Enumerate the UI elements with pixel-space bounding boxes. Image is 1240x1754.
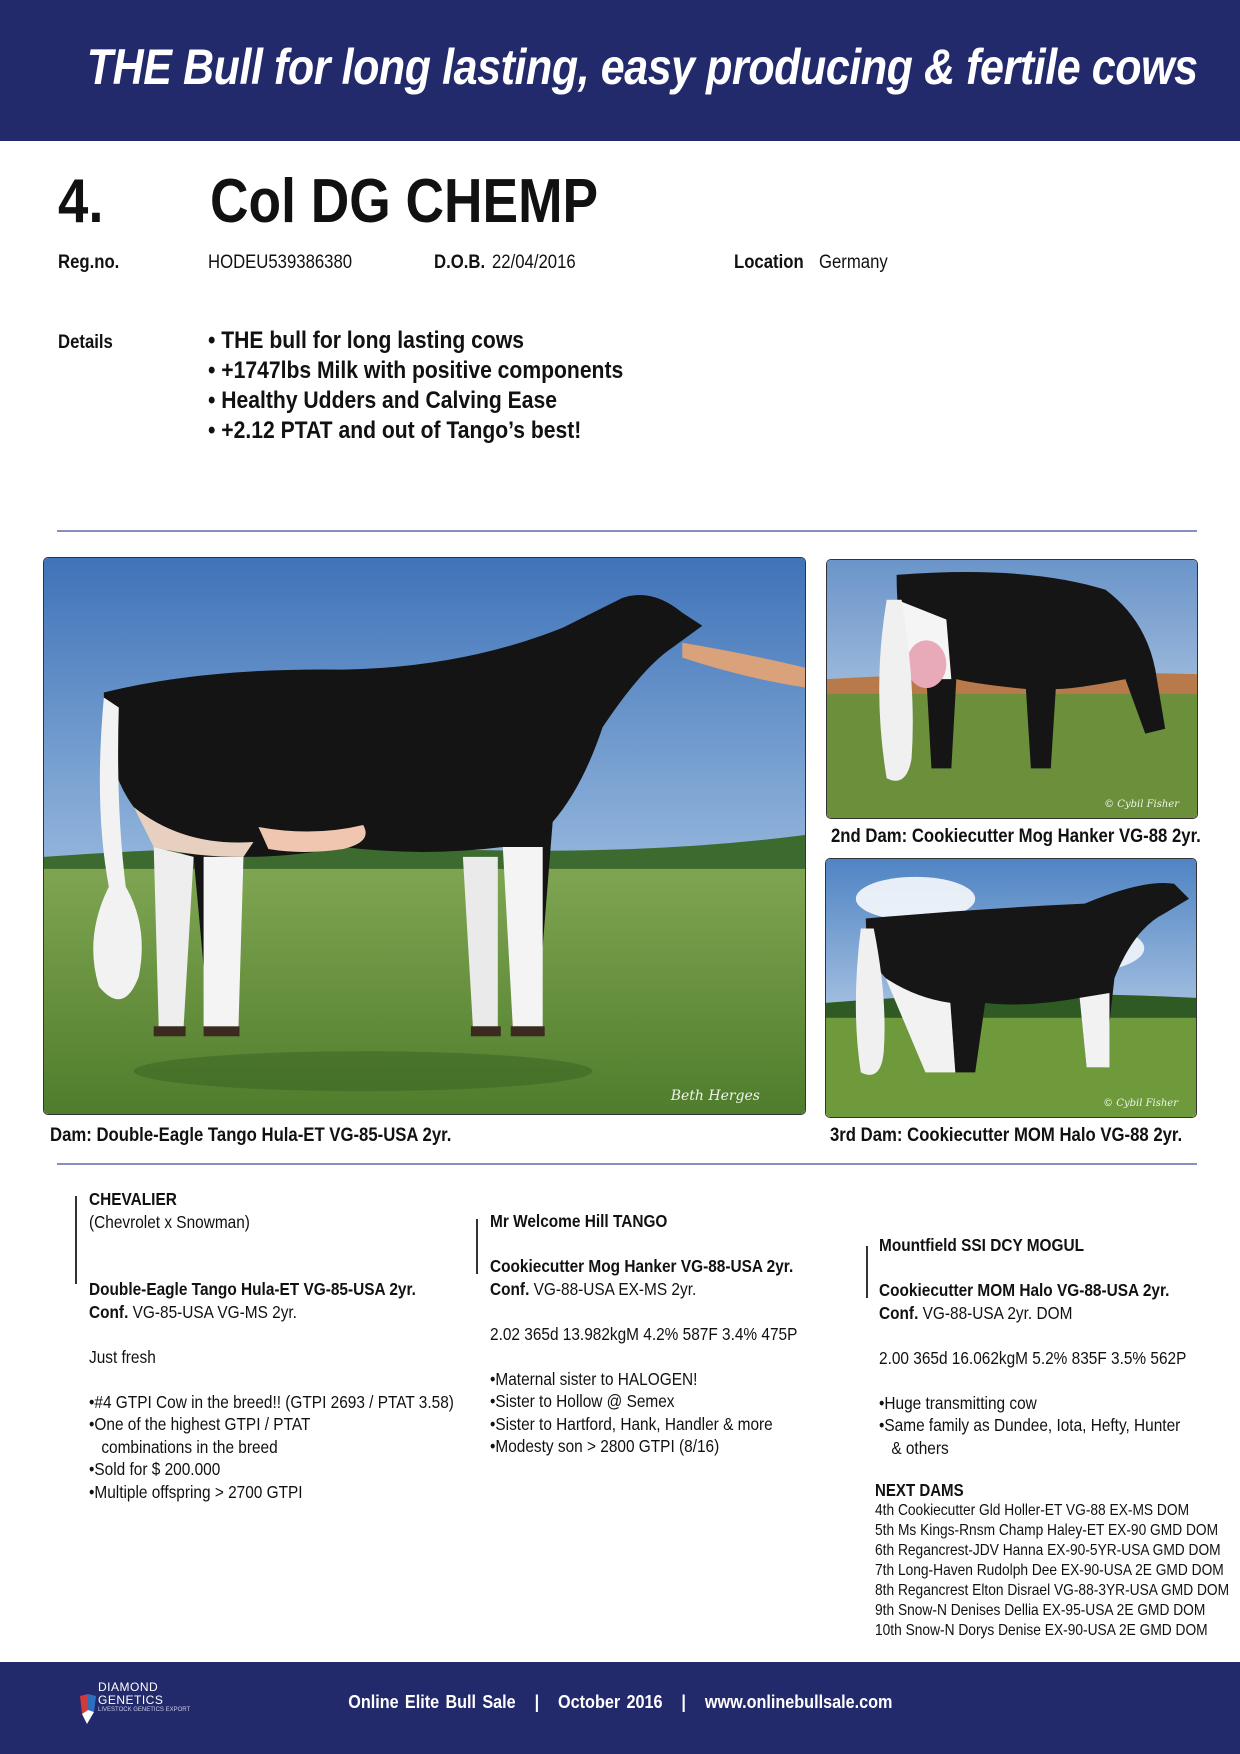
website-link[interactable]: www.onlinebullsale.com [704,1692,893,1712]
lot-number: 4. [58,167,104,236]
next-dam-item: 4th Cookiecutter Gld Holler-ET VG-88 EX-MS DOM [875,1502,1190,1519]
details-item: • THE bull for long lasting cows [208,326,623,356]
next-dam-item: 7th Long-Haven Rudolph Dee EX-90-USA 2E GMD DOM [875,1562,1224,1579]
logo-line2: GENETICS [98,1693,164,1707]
next-dam-item: 5th Ms Kings-Rnsm Champ Haley-ET EX-90 GMD DOM [875,1522,1219,1539]
pedigree-bar [75,1196,77,1284]
sire-name: Mountfield SSI DCY MOGUL [879,1235,1085,1255]
highlight-item: • #4 GTPI Cow in the breed!! (GTPI 2693 / PTAT 3.58) [89,1391,454,1414]
sire-name: Mr Welcome Hill TANGO [490,1211,668,1231]
reg-value: HODEU539386380 [208,252,353,273]
dam-photo [43,557,806,1115]
pedigree-bar [476,1219,478,1274]
divider [57,530,1197,532]
dam-pedigree-column [89,1188,454,1503]
third-dam-photo [825,858,1197,1118]
next-dam-item: 6th Regancrest-JDV Hanna EX-90-5YR-USA GMD DOM [875,1542,1221,1559]
next-dams-title: NEXT DAMS [875,1480,964,1500]
next-dam-item: 9th Snow-N Denises Dellia EX-95-USA 2E GMD DOM [875,1602,1206,1619]
dam-name: Cookiecutter MOM Halo VG-88-USA 2yr. [879,1280,1170,1300]
location-value: Germany [819,252,888,273]
second-dam-photo [826,559,1198,819]
page-headline: THE Bull for long lasting, easy producing & fertile cows [86,39,1198,95]
next-dam-item: 10th Snow-N Dorys Denise EX-90-USA 2E GMD DOM [875,1622,1208,1639]
highlight-item: • Sister to Hollow @ Semex [490,1390,797,1413]
conf-label: Conf. [490,1278,530,1299]
third-dam-caption: 3rd Dam: Cookiecutter MOM Halo VG-88 2yr. [830,1125,1183,1146]
separator: | [534,1692,539,1712]
dam-highlights [89,1391,454,1504]
separator: | [681,1692,686,1712]
divider [57,1163,1197,1165]
dam-highlights [879,1392,1186,1460]
details-list [208,326,623,446]
second-dam-cow-image [827,560,1197,818]
conf-label: Conf. [89,1301,129,1322]
sire-pedigree: (Chevrolet x Snowman) [89,1211,250,1232]
dam-name: Double-Eagle Tango Hula-ET VG-85-USA 2yr. [89,1279,416,1299]
next-dam-item: 8th Regancrest Elton Disrael VG-88-3YR-USA GMD DOM [875,1582,1230,1599]
logo-tagline: LIVESTOCK GENETICS EXPORT [98,1707,191,1713]
third-dam-column [879,1234,1186,1459]
logo-line1: DIAMOND [98,1680,159,1694]
highlight-item: • One of the highest GTPI / PTAT combinations in the breed [89,1413,404,1458]
highlight-item: • Sister to Hartford, Hank, Handler & more [490,1413,797,1436]
second-dam-column [490,1210,797,1458]
conf-label: Conf. [879,1302,919,1323]
location-label: Location [734,252,804,273]
next-dams-list [875,1480,1229,1641]
details-item: • +2.12 PTAT and out of Tango’s best! [208,416,623,446]
highlight-item: • Sold for $ 200.000 [89,1458,454,1481]
event-name: Online Elite Bull Sale [347,1692,516,1712]
conformation [89,1301,454,1324]
conf-value: VG-85-USA VG-MS 2yr. [132,1301,297,1322]
footer-info [0,1692,1240,1713]
third-dam-cow-image [826,859,1196,1117]
details-label: Details [58,332,113,353]
sire-name: CHEVALIER [89,1189,177,1209]
dam-caption: Dam: Double-Eagle Tango Hula-ET VG-85-USA 2yr. [50,1125,452,1146]
details-item: • Healthy Udders and Calving Ease [208,386,623,416]
conf-value: VG-88-USA EX-MS 2yr. [533,1278,697,1299]
dam-highlights [490,1368,797,1458]
production-record: 2.00 365d 16.062kgM 5.2% 835F 3.5% 562P [879,1347,1187,1368]
pedigree-bar [866,1246,868,1298]
bull-name: Col DG CHEMP [210,167,599,236]
dam-cow-image [44,558,805,1114]
conf-value: VG-88-USA 2yr. DOM [922,1302,1073,1323]
dob-label: D.O.B. [434,252,486,273]
highlight-item: • Multiple offspring > 2700 GTPI [89,1481,454,1504]
reg-label: Reg.no. [58,252,120,273]
highlight-item: • Huge transmitting cow [879,1392,1186,1415]
photo-credit: © Cybil Fisher [1104,799,1179,810]
conformation [490,1278,797,1301]
conformation [879,1302,1186,1325]
dam-name: Cookiecutter Mog Hanker VG-88-USA 2yr. [490,1256,794,1276]
event-date: October 2016 [557,1692,663,1712]
details-item: • +1747lbs Milk with positive components [208,356,623,386]
production-record: 2.02 365d 13.982kgM 4.2% 587F 3.4% 475P [490,1323,798,1344]
photo-credit: © Cybil Fisher [1103,1098,1178,1109]
photo-credit: Beth Herges [670,1088,760,1104]
second-dam-caption: 2nd Dam: Cookiecutter Mog Hanker VG-88 2yr. [831,826,1201,847]
status-text: Just fresh [89,1346,156,1367]
dob-value: 22/04/2016 [492,252,576,273]
highlight-item: • Same family as Dundee, Iota, Hefty, Hunter & others [879,1414,1183,1459]
highlight-item: • Maternal sister to HALOGEN! [490,1368,797,1391]
highlight-item: • Modesty son > 2800 GTPI (8/16) [490,1435,797,1458]
